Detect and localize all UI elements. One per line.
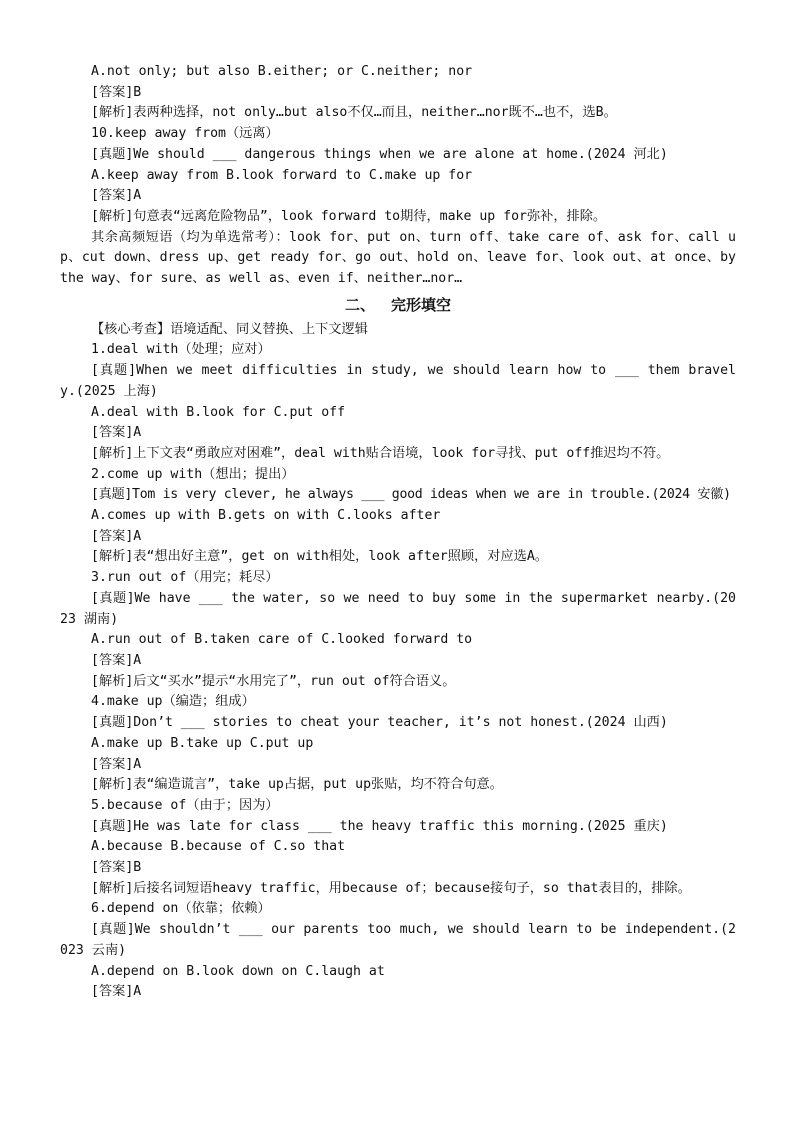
item-options: A.run out of B.taken care of C.looked forward to (91, 632, 473, 648)
item-answer: [答案]B (91, 860, 142, 876)
item-analysis: [解析]表“编造谎言”，take up占据，put up张贴，均不符合句意。 (91, 777, 503, 793)
item-options: A.depend on B.look down on C.laugh at (91, 963, 385, 979)
q10-question: [真题]We should ___ dangerous things when we are alone at home.(2024 河北) (91, 146, 668, 162)
q10-answer: [答案]A (91, 188, 142, 204)
item-question: [真题]Don’t ___ stories to cheat your teacher, it’s not honest.(2024 山西) (91, 715, 668, 731)
document-page (60, 62, 736, 1003)
item-title: 1.deal with（处理；应对） (91, 342, 271, 358)
item-answer: [答案]A (91, 425, 142, 441)
q10-options: A.keep away from B.look forward to C.make up for (91, 167, 473, 183)
item-answer: [答案]A (91, 528, 142, 544)
item-analysis: [解析]后接名词短语heavy traffic，用because of；because接句子，so that表目的，排除。 (91, 880, 691, 896)
q10-analysis: [解析]句意表“远离危险物品”，look forward to期待，make up for弥补，排除。 (91, 208, 607, 224)
item-options: A.make up B.take up C.put up (91, 735, 314, 751)
q9-analysis: [解析]表两种选择，not only…but also不仅…而且，neither…nor既不…也不，选B。 (91, 105, 617, 121)
item-analysis: [解析]表“想出好主意”，get on with相处，look after照顾，对应选A。 (91, 549, 548, 565)
core-focus: 【核心考查】语境适配、同义替换、上下文逻辑 (91, 321, 368, 337)
item-question: [真题]We have ___ the water, so we need to buy some in the supermarket nearby.(2023 湖南) (60, 590, 736, 627)
item-title: 3.run out of（用完；耗尽） (91, 570, 279, 586)
section-title: 完形填空 (391, 295, 452, 314)
item-question: [真题]Tom is very clever, he always ___ good ideas when we are in trouble.(2024 安徽) (91, 487, 731, 503)
item-title: 6.depend on（依靠；依赖） (91, 901, 271, 917)
item-answer: [答案]A (91, 756, 142, 772)
item-answer: [答案]A (91, 652, 142, 668)
item-options: A.deal with B.look for C.put off (91, 404, 346, 420)
section-number: 二、 (344, 295, 375, 314)
other-phrases-paragraph: 其余高频短语（均为单选常考）：look for、put on、turn off、take care of、ask for、call up、cut down、dress up、get ready for、go out、hold on、leave for、look out、at once、by the way、for sure、as well as、even if、neither…nor… (60, 229, 736, 287)
section-heading (60, 291, 736, 319)
item-options: A.comes up with B.gets on with C.looks after (91, 508, 441, 524)
item-question: [真题]When we meet difficulties in study, we should learn how to ___ them bravely.(2025 上海) (60, 363, 736, 399)
item-analysis: [解析]后文“买水”提示“水用完了”，run out of符合语义。 (91, 673, 456, 689)
item-question: [真题]He was late for class ___ the heavy traffic this morning.(2025 重庆) (91, 818, 668, 834)
q9-options: A.not only; but also B.either; or C.neither; nor (91, 64, 473, 79)
q10-title: 10.keep away from（远离） (91, 126, 279, 142)
item-title: 2.come up with（想出；提出） (91, 466, 295, 482)
item-title: 4.make up（编造；组成） (91, 694, 255, 710)
item-title: 5.because of（由于；因为） (91, 797, 279, 813)
item-question: [真题]We shouldn’t ___ our parents too much, we should learn to be independent.(2023 云南) (60, 922, 736, 958)
q9-answer: [答案]B (91, 84, 142, 100)
item-options: A.because B.because of C.so that (91, 839, 346, 855)
item-answer: [答案]A (91, 984, 142, 1000)
item-analysis: [解析]上下文表“勇敢应对困难”，deal with贴合语境，look for寻找、put off推迟均不符。 (91, 445, 670, 461)
